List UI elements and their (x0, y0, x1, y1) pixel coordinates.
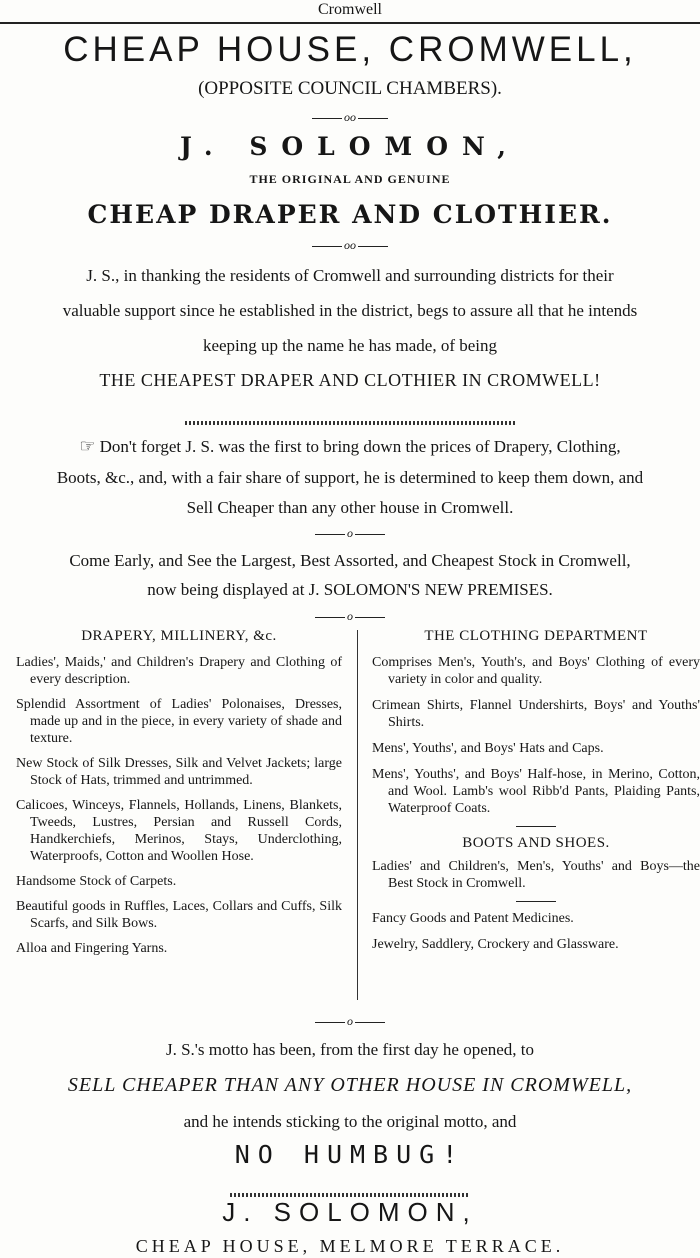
boots-heading: BOOTS AND SHOES. (462, 835, 610, 851)
clothing-column (372, 628, 700, 962)
invite-line-1: Come Early, and See the Largest, Best Assorted, and Cheapest Stock in Cromwell, (69, 551, 631, 570)
list-item: Alloa and Fingering Yarns. (16, 941, 168, 956)
motto: SELL CHEAPER THAN ANY OTHER HOUSE IN CROMWELL, (67, 1074, 633, 1096)
proprietor-name: J. SOLOMON, (180, 132, 520, 161)
pointing-hand-icon: ☞ (79, 436, 96, 456)
list-item: Handsome Stock of Carpets. (16, 874, 177, 889)
separator-3: o (0, 526, 700, 541)
intro-line-1: J. S., in thanking the residents of Cromwell and surrounding districts for their (86, 266, 614, 285)
running-title: Cromwell (318, 1, 382, 18)
trade-title: CHEAP DRAPER AND CLOTHIER. (87, 200, 613, 229)
intro-line-3: keeping up the name he has made, of being (202, 336, 498, 355)
notice-line-1: ☞ Don't forget J. S. was the first to bring down the prices of Drapery, Clothing, (79, 436, 621, 456)
running-header (0, 0, 700, 24)
cheapest-claim: THE CHEAPEST DRAPER AND CLOTHIER IN CROMWELL! (99, 370, 601, 390)
notice-line-2: Boots, &c., and, with a fair share of support, he is determined to keep them down, and (56, 468, 644, 487)
list-item: Jewelry, Saddlery, Crockery and Glassware. (372, 937, 619, 952)
closing-line-1: J. S.'s motto has been, from the first day he opened, to (165, 1040, 535, 1059)
list-item: Ladies' and Children's, Men's, Youths' and Boys—the Best Stock in Cromwell. (372, 859, 700, 891)
list-item: Calicoes, Winceys, Flannels, Hollands, Linens, Blankets, Tweeds, Lustres, Persian and Russell Cords, Handkerchiefs, Merinos, Stays, Underclothing, Waterproofs, Cotton and Woollen Hose. (16, 798, 342, 864)
masthead-location: (OPPOSITE COUNCIL CHAMBERS). (198, 78, 502, 99)
notice-line-3: Sell Cheaper than any other house in Cromwell. (186, 498, 514, 517)
slogan: NO HUMBUG! (234, 1140, 466, 1169)
list-item: Fancy Goods and Patent Medicines. (372, 911, 574, 926)
wavy-rule-1 (0, 410, 700, 429)
list-item: Crimean Shirts, Flannel Undershirts, Boys' and Youths' Shirts. (372, 698, 700, 730)
closing-line-2: and he intends sticking to the original motto, and (183, 1112, 517, 1131)
column-divider (357, 630, 358, 1000)
two-column-listing (12, 628, 698, 1003)
separator-4: o (0, 609, 700, 624)
list-item: Ladies', Maids,' and Children's Drapery and Clothing of every description. (16, 655, 342, 687)
list-item: New Stock of Silk Dresses, Silk and Velvet Jackets; large Stock of Hats, trimmed and untrimmed. (16, 756, 342, 788)
list-item: Mens', Youths', and Boys' Half-hose, in Merino, Cotton, and Wool. Lamb's wool Ribb'd Pants, Plaiding Pants, Waterproof Coats. (372, 767, 700, 816)
invite-line-2: now being displayed at J. SOLOMON'S NEW PREMISES. (147, 580, 553, 599)
list-item: Beautiful goods in Ruffles, Laces, Collars and Cuffs, Silk Scarfs, and Silk Bows. (16, 899, 342, 931)
list-item: Splendid Assortment of Ladies' Polonaises, Dresses, made up and in the piece, in every variety of shade and texture. (16, 697, 342, 746)
address: CHEAP HOUSE, MELMORE TERRACE. (135, 1236, 565, 1256)
intro-line-2: valuable support since he established in the district, begs to assure all that he intends (62, 301, 638, 320)
clothing-heading: THE CLOTHING DEPARTMENT (424, 628, 648, 644)
separator-5: o (0, 1014, 700, 1029)
drapery-heading: DRAPERY, MILLINERY, &c. (81, 628, 277, 644)
small-rule (516, 901, 556, 902)
list-item: Comprises Men's, Youth's, and Boys' Clothing of every variety in color and quality. (372, 655, 700, 687)
list-item: Mens', Youths', and Boys' Hats and Caps. (372, 741, 604, 756)
separator-1: oo (0, 110, 700, 125)
separator-2: oo (0, 238, 700, 253)
masthead-title: CHEAP HOUSE, CROMWELL, (63, 30, 637, 69)
tagline: THE ORIGINAL AND GENUINE (249, 172, 451, 186)
signature: J. SOLOMON, (222, 1197, 478, 1227)
small-rule (516, 826, 556, 827)
drapery-column (16, 628, 342, 965)
